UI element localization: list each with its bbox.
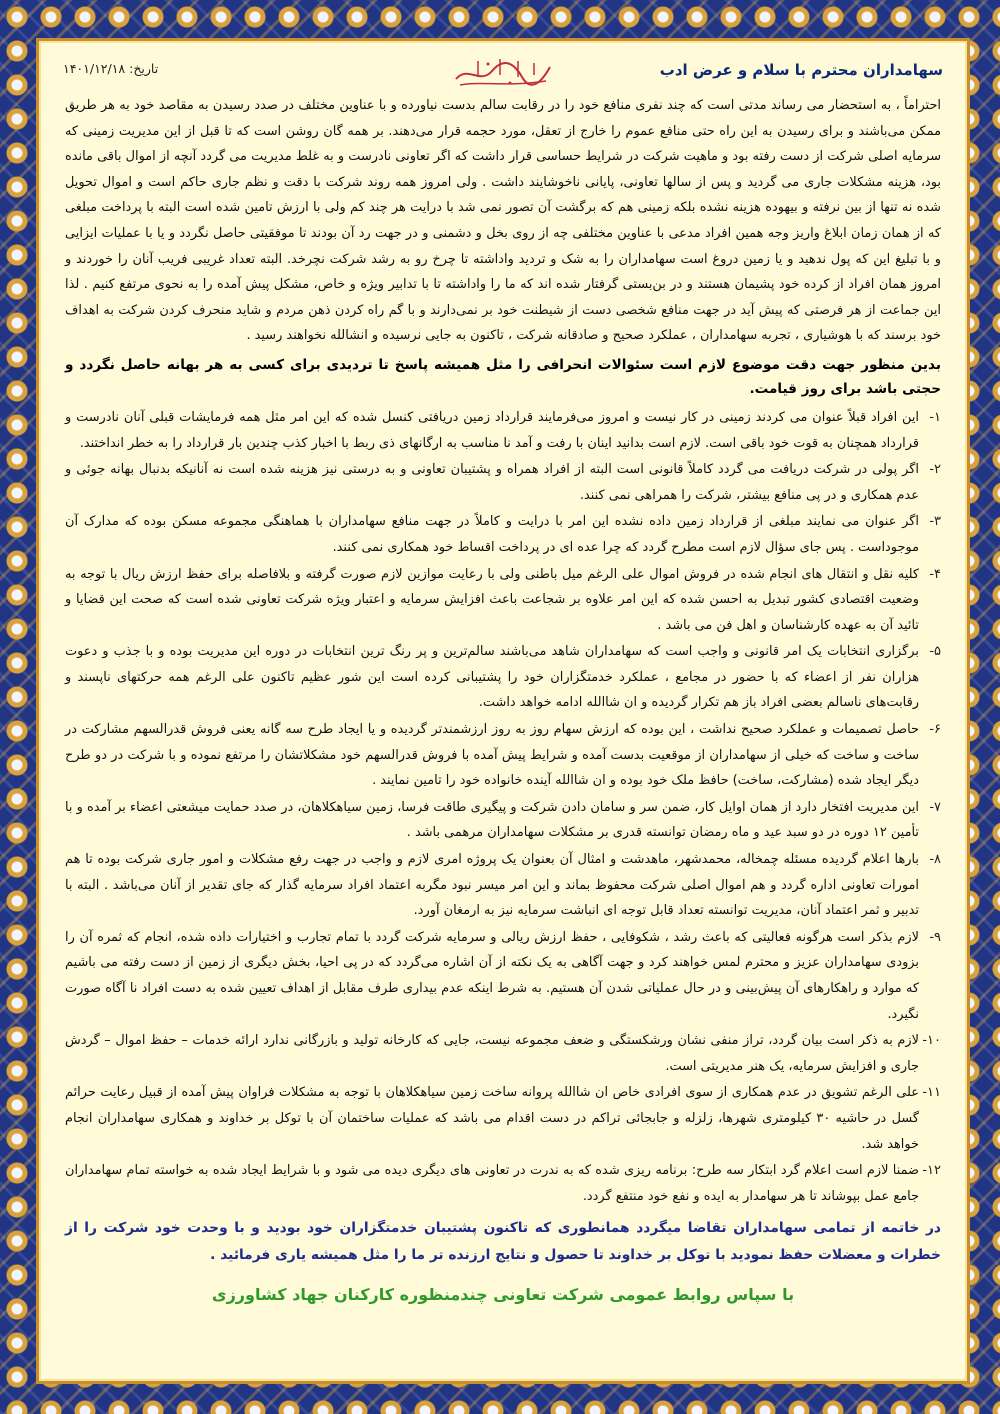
item-text: حاصل تصمیمات و عملکرد صحیح نداشت ، این بوده که ارزش سهام روز به روز ارزشمندتر گردیده و یا ایجاد طرح سه گانه یعنی فروش قدرالسهم مشارکت در ساخت و ساخت که خیلی از سهامداران از موقعیت بدست آمده و شرایط پیش آمده با فروش قدرالسهم خود مشکلاتشان را مرتفع نموده و با شرکت در دو طرح دیگر ایجاد شده (مشارکت، ساخت) حافظ ملک خود بوده و ان شاالله آینده خانواده خود را تامین نمایند .: [65, 722, 919, 789]
item-text: کلیه نقل و انتقال های انجام شده در فروش اموال علی الرغم میل باطنی ولی با رعایت موازین لازم صورت گرفته و بلافاصله برای حفظ ارزش ریال با توجه به وضعیت اقتصادی کشور تبدیل به احسن شده که این امر علاوه بر شجاعت باعث افزایش سرمایه و اعتبار ویژه شرکت تعاونی شده است که صحت این قضایا و تائید آن به عهده کارشناسان و اهل فن می باشد .: [65, 566, 919, 633]
item-number: ۲-: [929, 462, 941, 478]
greeting: سهامداران محترم با سلام و عرض ادب: [659, 61, 943, 79]
item-text: اگر عنوان می نمایند مبلغی از قرارداد زمین داده نشده این امر با درایت و کاملاً در جهت منافع سهامداران با هماهنگی مجموعه مسکن بوده که مدارک آن موجوداست . پس جای سؤال لازم است مطرح گردد که چرا عده ای در پرداخت اقساط خود همکاری نمی کنند.: [65, 514, 919, 555]
item-text: لازم بذکر است هرگونه فعالیتی که باعث رشد ، شکوفایی ، حفظ ارزش ریالی و سرمایه شرکت گردد با تمام تجارب و اختیارات داده شده، انجام که ثمره آن را بزودی سهامداران عزیز و محترم لمس خواهند کرد و جهت آگاهی به یک نکته از آن اشاره می‌گردد که در پی احیا، بخش دیگری از زمین از دست رفته می باشیم که موارد و راهکارهای آن پیش‌بینی و در حال عملیاتی شدن آن هستیم. به شرط اینکه عدم بیداری طرف مقابل از اهداف تعیین شده به دست افراد نا آگاه صورت نگیرد.: [65, 929, 919, 1022]
intro-paragraph: احتراماً ، به استحضار می رساند مدتی است که چند نفری منافع خود را در رقابت سالم بدست نیاورده و با عناوین مختلف در صدد رسیدن به مقاصد خود به هر طریق ممکن می‌باشند و برای رسیدن به این راه حتی منافع عموم را خارج از تعقل، مورد حجمه قرار می‌دهند. بر همه گان روشن است که تا قبل از این مدیریت زمینی که سرمایه اصلی شرکت از دست رفته بود و ماهیت شرکت در شرایط حساسی قرار داشت که اگر تعاونی نادرست و به غلط مدیریت می گردد آنچه از اموال باقی مانده بود، هزینه مشکلات جاری می گردید و پس از سالها تعاونی، پایانی ناخوشایند داشت . ولی امروز همه روند شرکت با دقت و نظم جاری حاکم است و اموال تحویل شده نه تنها از بین نرفته و بیهوده هزینه نشده بلکه زمینی هم که برگشت آن تصور نمی شد با درایت هر چند کم ولی با ارزش تامین شده است البته با پرداخت مبلغی که از همان زمان ابلاغ واریز وجه همین افراد مدعی با عناوین مختلفی چه از روی بخل و دشمنی و در جهت رد آن بودند تا موفقیتی حاصل نگردد و یا با عملیات ایزایی و با تبلیغ این که پول ندهید و یا زمین دروغ است سهامداران را به شک و تردید واداشته تا چرخ رو به رشد شرکت نچرخد. البته تعداد غریبی فریب آنان را خوردند و امروز همان افراد از کرده خود پشیمان هستند و در بن‌بستی گرفتار شده اند که ما را واداشته تا با تدابیر ویژه و خاص، مشکل پیش آمده را به نحوی مرتفع کنیم . لذا این جماعت از هر فرصتی که پیش آید در جهت منافع شخصی دست از شیطنت خود بر نمی‌دارند و با گم راه کردن ذهن مردم و شاید منحرف کردن شرکت به اهداف خود برسند که با هوشیاری ، تجربه سهامداران ، عملکرد صحیح و صادقانه شرکت ، تاکنون به جایی نرسیده و انشالله نخواهند رسید .: [65, 98, 941, 344]
item-text: این افراد قبلاً عنوان می کردند زمینی در کار نیست و امروز می‌فرمایند قرارداد زمین دریافتی کنسل شده که این امر مثل همه فرمایشات قبلی آنان نادرست و قرارداد همچنان به قوت خود باقی است. لازم است بدانید اینان با رفت و آمد نا مناسب به ارگانهای ذی ربط با اخبار کذب چندین بار قرارداد را به خطر انداختند.: [65, 409, 919, 451]
list-item: [65, 1158, 941, 1209]
item-text: علی الرغم تشویق در عدم همکاری از سوی افرادی خاص ان شاالله پروانه ساخت زمین سیاهکلاهان با توجه به مشکلات فراوان پیش آمده از قبیل رعایت حرائم گسل در حاشیه ۳۰ کیلومتری شهرها، زلزله و جابجائی تراکم در دست اقدام می باشد که عملیات ساختمان آن با توکل بر خداوند و همکاری سهامداران انجام خواهد شد.: [65, 1085, 919, 1152]
item-text: ضمنا لازم است اعلام گرد ابتکار سه طرح: برنامه ریزی شده که به ندرت در تعاونی های دیگری دیده می شود و با شرایط ایجاد شده به خواسته تمام سهامداران جامع عمل بپوشاند تا هر سهامدار به ایده و نفع خود منتفع گردد.: [65, 1163, 919, 1204]
item-number: ۳-: [929, 514, 941, 530]
date: [63, 61, 158, 76]
item-number: ۹-: [929, 929, 941, 945]
list-item: [65, 847, 941, 924]
list-item: [65, 717, 941, 794]
letter-page: [36, 38, 970, 1384]
signature: با سپاس روابط عمومی شرکت تعاونی چندمنظوره کارکنان جهاد کشاورزی: [211, 1285, 795, 1305]
list-item: [65, 639, 941, 716]
item-number: ۱۲-: [922, 1163, 941, 1179]
item-text: این مدیریت افتخار دارد از همان اوایل کار، ضمن سر و سامان دادن شرکت و پیگیری طاقت فرسا، زمین سیاهکلاهان، در صدد حمایت میشعتی اعضاء بر آمده و با تأمین ۱۲ دوره در دو سبد عید و ماه رمضان توانسته قدری بر مشکلات سهامداران مرهمی باشد .: [65, 799, 919, 841]
item-text: بارها اعلام گردیده مسئله چمخاله، محمدشهر، ماهدشت و امثال آن بعنوان یک پروژه امری لازم و واجب در جهت رفع مشکلات و امور جاری شرکت بوده تا هم امورات تعاونی اداره گردد و هم اموال اصلی شرکت محفوظ بماند و این امر میسر نبود مگربه اعتماد افراد سرمایه گذار که جای تقدیر از آنان می‌باشد . البته با تدبیر و ثمر اعتماد آنان، مدیریت توانسته تعداد قابل توجه ای انباشت سرمایه نیز به ارمغان آورد.: [65, 852, 919, 919]
item-text: لازم به ذکر است بیان گردد، تراز منفی نشان ورشکستگی و ضعف مجموعه نیست، جایی که کارخانه تولید و بازرگانی ندارد ارائه خدمات – حفظ اموال – گردش جاری و افزایش سرمایه، یک هنر مدیریتی است.: [65, 1033, 919, 1074]
letter-header: [63, 55, 943, 91]
letter-body: [65, 93, 941, 1371]
bismillah-calligraphy: [448, 55, 558, 91]
item-number: ۱-: [929, 409, 941, 425]
list-item: [65, 405, 941, 456]
item-number: ۶-: [929, 722, 941, 738]
list-item: [65, 509, 941, 560]
item-number: ۵-: [929, 644, 941, 660]
item-number: ۱۱-: [922, 1085, 941, 1101]
item-number: ۷-: [929, 799, 941, 815]
closing-paragraph: در خاتمه از تمامی سهامداران تقاضا میگردد همانطوری که تاکنون پشتیبان خدمتگزاران خود بودید و با وحدت خود شرکت را از خطرات و معضلات حفظ نمودید با توکل بر خداوند تا حصول و نتایج ارزنده تر ما را مثل همیشه یاری فرمائید .: [65, 1220, 941, 1264]
bold-statement: بدین منظور جهت دقت موضوع لازم است سئوالات انحرافی را مثل همیشه پاسخ تا تردیدی برای کسی به هر بهانه حاصل نگردد و حجتی باشد برای روز قیامت.: [65, 356, 941, 397]
item-text: اگر پولی در شرکت دریافت می گردد کاملاً قانونی است البته از افراد همراه و پشتیبان تعاونی و به درستی نیز هزینه شده است نه آنانیکه بدنبال بهانه جوئی و عدم همکاری و در پی منافع بیشتر، شرکت را همراهی نمی کنند.: [65, 462, 919, 503]
list-item: [65, 1028, 941, 1079]
list-item: [65, 1080, 941, 1157]
item-number: ۸-: [929, 852, 941, 868]
bismillah-icon: [448, 55, 558, 91]
date-label: تاریخ:: [129, 61, 159, 76]
list-item: [65, 562, 941, 639]
date-value: ۱۴۰۱/۱۲/۱۸: [63, 61, 126, 76]
item-text: برگزاری انتخابات یک امر قانونی و واجب است که سهامداران شاهد می‌باشند سالم‌ترین و پر رنگ ترین انتخابات در دوره این مدیریت بوده و با جذب و دعوت هزاران نفر از اعضاء که با حضور در مجامع ، عملکرد خدمتگزاران خود را پشتیبانی کرده است این شور عظیم تاکنون علی الرغم همه حرکتهای ناپسند و رقابت‌های ناسالم بعضی افراد باز هم تکرار گردیده و ان شاالله ادامه خواهد داشت.: [65, 644, 919, 711]
list-item: [65, 925, 941, 1027]
numbered-list: [65, 405, 941, 1209]
item-number: ۴-: [929, 566, 941, 582]
list-item: [65, 795, 941, 846]
list-item: [65, 457, 941, 508]
item-number: ۱۰-: [922, 1033, 941, 1049]
